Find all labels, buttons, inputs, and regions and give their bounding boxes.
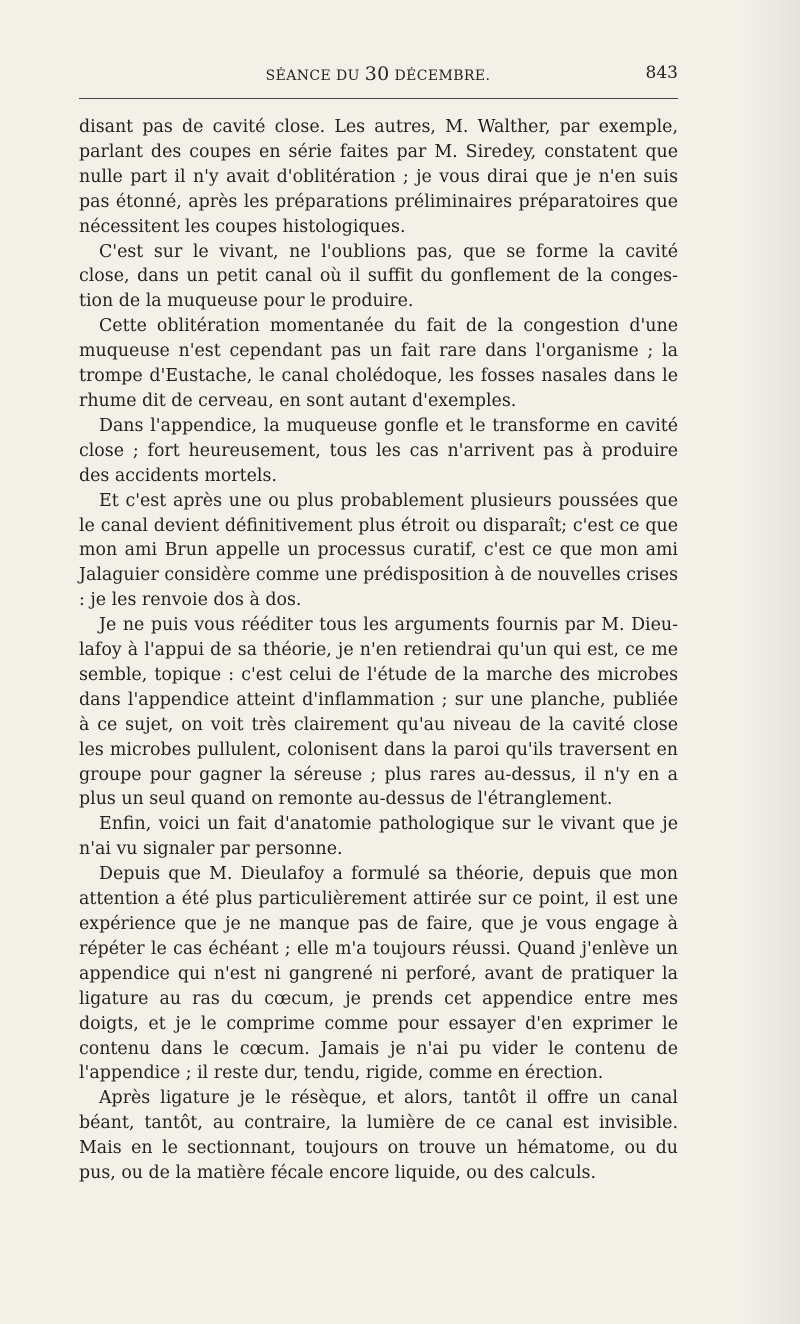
- running-head-suffix: DÉCEMBRE.: [389, 68, 491, 84]
- paragraph-6: Je ne puis vous rééditer tous les arguments fournis par M. Dieulafoy à l'appui de sa théorie, je n'en retiendrai qu'un qui est, ce me semble, topique : c'est celui de l'étude de la marche des microbes dans l'appendice atteint d'inflammation ; sur une planche, publiée à ce sujet, on voit très clairement qu'au niveau de la cavité close les microbes pullulent, colonisent dans la paroi qu'ils traversent en groupe pour gagner la séreuse ; plus rares au-dessus, il n'y en a plus un seul quand on remonte au-dessus de l'étranglement.: [79, 615, 678, 810]
- body-text: [79, 115, 678, 1186]
- paragraph-4: Dans l'appendice, la muqueuse gonfle et le transforme en cavité close ; fort heureusement, tous les cas n'arrivent pas à produire des accidents mortels.: [79, 415, 678, 486]
- paragraph-3: Cette oblitération momentanée du fait de la congestion d'une muqueuse n'est cependant pas un fait rare dans l'organisme ; la trompe d'Eustache, le canal cholédoque, les fosses nasales dans le rhume dit de cerveau, en sont autant d'exemples.: [79, 316, 678, 411]
- header-rule: [79, 98, 678, 99]
- running-head-day: 30: [364, 63, 390, 85]
- paragraph-7: Enfin, voici un fait d'anatomie pathologique sur le vivant que je n'ai vu signaler par personne.: [79, 814, 678, 860]
- paragraph-8: Depuis que M. Dieulafoy a formulé sa théorie, depuis que mon attention a été plus particulièrement attirée sur ce point, il est une expérience que je ne manque pas de faire, que je vous engage à répéter le cas échéant ; elle m'a toujours réussi. Quand j'enlève un appendice qui n'est ni gangrené ni perforé, avant de pratiquer la ligature au ras du cœcum, je prends cet appendice entre mes doigts, et je le comprime comme pour essayer d'en exprimer le contenu dans le cœcum. Jamais je n'ai pu vider le contenu de l'appendice ; il reste dur, tendu, rigide, comme en érection.: [79, 864, 678, 1084]
- paragraph-1: disant pas de cavité close. Les autres, M. Walther, par exemple, parlant des coupes en série faites par M. Siredey, constatent que nulle part il n'y avait d'oblitération ; je vous dirai que je n'en suis pas étonné, après les préparations préliminaires préparatoires que nécessitent les coupes histologiques.: [79, 117, 678, 237]
- paragraph-5: Et c'est après une ou plus probablement plusieurs poussées que le canal devient définitivement plus étroit ou disparaît; c'est ce que mon ami Brun appelle un processus curatif, c'est ce que mon ami Jalaguier considère comme une prédisposition à de nouvelles crises : je les renvoie dos à dos.: [79, 490, 678, 611]
- page-header: [78, 63, 678, 87]
- page-edge-shadow: [740, 0, 800, 1324]
- page-number: 843: [645, 63, 678, 83]
- running-head-prefix: SÉANCE DU: [265, 68, 365, 84]
- paragraph-2: C'est sur le vivant, ne l'oublions pas, que se forme la cavité close, dans un petit canal où il suffit du gonflement de la congestion de la muqueuse pour le produire.: [79, 241, 678, 312]
- running-head: [78, 63, 678, 85]
- paragraph-9: Après ligature je le résèque, et alors, tantôt il offre un canal béant, tantôt, au contraire, la lumière de ce canal est invisible. Mais en le sectionnant, toujours on trouve un hématome, ou du pus, ou de la matière fécale encore liquide, ou des calculs.: [79, 1088, 678, 1184]
